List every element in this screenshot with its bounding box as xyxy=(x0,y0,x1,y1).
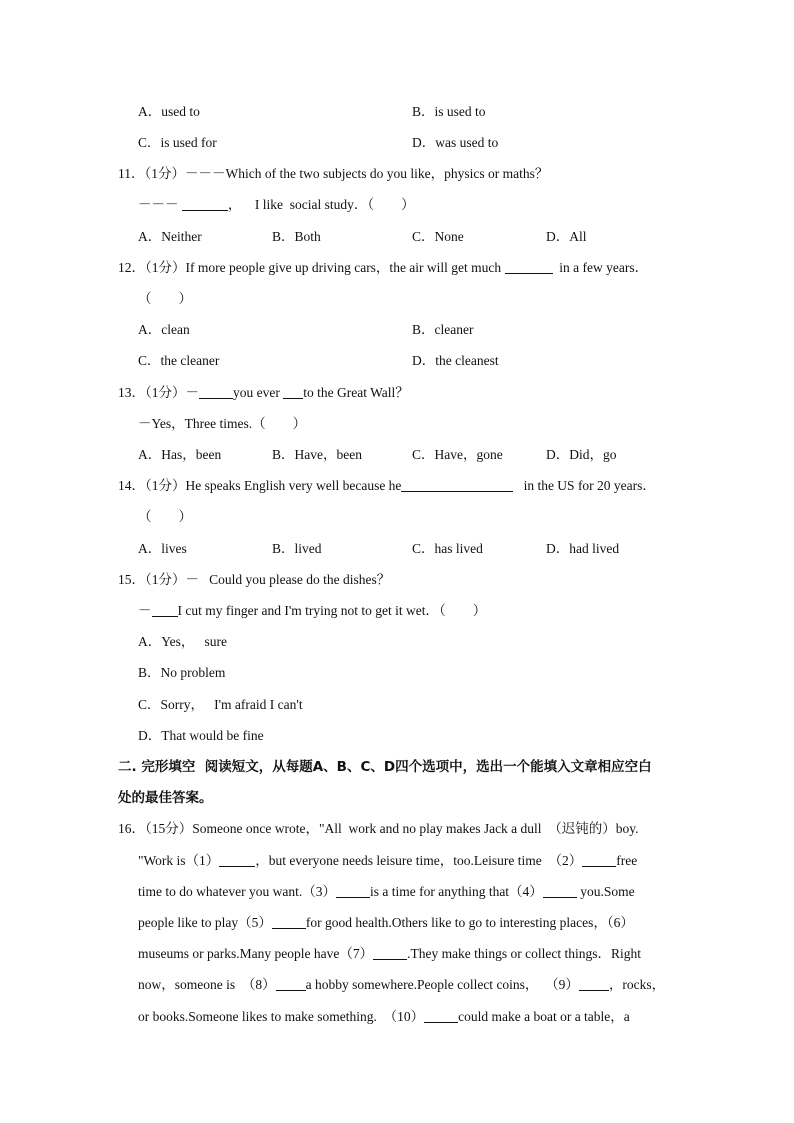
q16-line-6 xyxy=(138,976,665,994)
q16-blank-3[interactable] xyxy=(336,883,370,898)
q11-stem: 11．（1分）－－－Which of the two subjects do you like，physics or maths？ xyxy=(118,166,549,181)
q13-option-c[interactable]: C．Have，gone xyxy=(412,447,503,462)
q16-l2-a: "Work is（1） xyxy=(138,853,220,868)
q15-option-a[interactable]: A．Yes， sure xyxy=(138,634,228,649)
q16-line-1: 16．（15分）Someone once wrote，"All work and no play makes Jack a dull （迟钝的）boy. xyxy=(118,821,639,836)
q10-option-b[interactable]: B．is used to xyxy=(412,104,486,119)
q13-stem-start: 13．（1分）－ xyxy=(118,385,199,400)
q16-l3-c: you.Some xyxy=(580,884,635,899)
q16-l2-b: ，but everyone needs leisure time，too.Leisure time （2） xyxy=(255,853,583,868)
q12-blank[interactable] xyxy=(505,259,553,274)
q12-option-a[interactable]: A．clean xyxy=(138,322,190,337)
q15-option-c[interactable]: C．Sorry， I'm afraid I can't xyxy=(138,697,303,712)
q13-stem xyxy=(118,384,409,402)
q16-blank-7[interactable] xyxy=(373,945,407,960)
q10-option-a[interactable]: A．used to xyxy=(138,104,200,119)
q11-option-d[interactable]: D．All xyxy=(546,229,587,244)
q13-option-a[interactable]: A．Has，been xyxy=(138,447,222,462)
q13-stem-mid: you ever xyxy=(233,385,280,400)
q12-stem-text: 12．（1分）If more people give up driving cars，the air will get much xyxy=(118,260,502,275)
q11-option-c[interactable]: C．None xyxy=(412,229,464,244)
q16-l6-c: ，rocks， xyxy=(608,977,666,992)
q14-answer-paren: （ ） xyxy=(138,509,192,524)
q14-blank[interactable] xyxy=(401,477,513,492)
q12-option-d[interactable]: D．the cleanest xyxy=(412,353,499,368)
q16-l3-b: is a time for anything that（4） xyxy=(369,884,543,899)
q12-option-c[interactable]: C．the cleaner xyxy=(138,353,220,368)
q16-blank-4[interactable] xyxy=(543,883,577,898)
q11-line2 xyxy=(138,196,415,214)
q14-stem-end: in the US for 20 years． xyxy=(523,478,656,493)
q16-l2-c: free xyxy=(616,853,638,868)
q16-blank-1[interactable] xyxy=(219,852,255,867)
q16-l5-b: .They make things or collect things．Right xyxy=(407,946,642,961)
q16-l3-a: time to do whatever you want.（3） xyxy=(138,884,336,899)
q16-blank-10[interactable] xyxy=(424,1008,458,1023)
q16-l7-b: could make a boat or a table，a xyxy=(458,1009,630,1024)
q16-blank-9[interactable] xyxy=(579,976,609,991)
q16-line-4 xyxy=(138,914,634,932)
q12-stem-end: in a few years． xyxy=(559,260,649,275)
q16-l7-a: or books.Someone likes to make something. （10） xyxy=(138,1009,425,1024)
q16-l5-a: museums or parks.Many people have（7） xyxy=(138,946,374,961)
q13-option-b[interactable]: B．Have，been xyxy=(272,447,362,462)
q13-blank-1[interactable] xyxy=(199,384,233,399)
q16-l6-b: a hobby somewhere.People collect coins， （9） xyxy=(305,977,579,992)
q14-option-b[interactable]: B．lived xyxy=(272,541,322,556)
q14-stem-text: 14．（1分）He speaks English very well because he xyxy=(118,478,402,493)
q16-line-7 xyxy=(138,1008,630,1026)
q11-dashes: －－－ xyxy=(138,197,179,212)
q10-option-c[interactable]: C．is used for xyxy=(138,135,217,150)
q12-stem xyxy=(118,259,648,277)
q14-stem xyxy=(118,477,656,495)
q15-dash: － xyxy=(138,603,152,618)
q14-option-c[interactable]: C．has lived xyxy=(412,541,483,556)
q14-option-d[interactable]: D．had lived xyxy=(546,541,620,556)
q14-option-a[interactable]: A．lives xyxy=(138,541,187,556)
section-2-heading-cont: 处的最佳答案。 xyxy=(118,790,213,806)
q16-blank-5[interactable] xyxy=(272,914,306,929)
q11-line2-text: ， I like social study．（ ） xyxy=(227,197,415,212)
q15-reply-text: I cut my finger and I'm trying not to get it wet．（ ） xyxy=(177,603,487,618)
q15-reply xyxy=(138,602,486,620)
q16-l4-a: people like to play（5） xyxy=(138,915,272,930)
q10-option-d[interactable]: D．was used to xyxy=(412,135,499,150)
q13-blank-2[interactable] xyxy=(283,384,303,399)
q15-stem: 15．（1分）－ Could you please do the dishes？ xyxy=(118,572,391,587)
q16-blank-2[interactable] xyxy=(582,852,616,867)
q11-blank[interactable] xyxy=(182,196,228,211)
q16-l6-a: now，someone is （8） xyxy=(138,977,276,992)
section-2-heading: 二. 完形填空 阅读短文，从每题A、B、C、D四个选项中，选出一个能填入文章相应空白 xyxy=(118,759,652,775)
q16-blank-8[interactable] xyxy=(276,976,306,991)
q16-l4-b: for good health.Others like to go to interesting places，（6） xyxy=(305,915,634,930)
q16-line-5 xyxy=(138,945,641,963)
q16-line-3 xyxy=(138,883,635,901)
q13-option-d[interactable]: D．Did，go xyxy=(546,447,617,462)
q15-blank[interactable] xyxy=(152,602,178,617)
q15-option-d[interactable]: D．That would be fine xyxy=(138,728,264,743)
q11-option-a[interactable]: A．Neither xyxy=(138,229,202,244)
q12-answer-paren: （ ） xyxy=(138,291,192,306)
q13-reply: －Yes，Three times.（ ） xyxy=(138,416,307,431)
q12-option-b[interactable]: B．cleaner xyxy=(412,322,474,337)
q16-line-2 xyxy=(138,852,637,870)
q15-option-b[interactable]: B．No problem xyxy=(138,665,226,680)
q11-option-b[interactable]: B．Both xyxy=(272,229,321,244)
q13-stem-end: to the Great Wall？ xyxy=(303,385,409,400)
